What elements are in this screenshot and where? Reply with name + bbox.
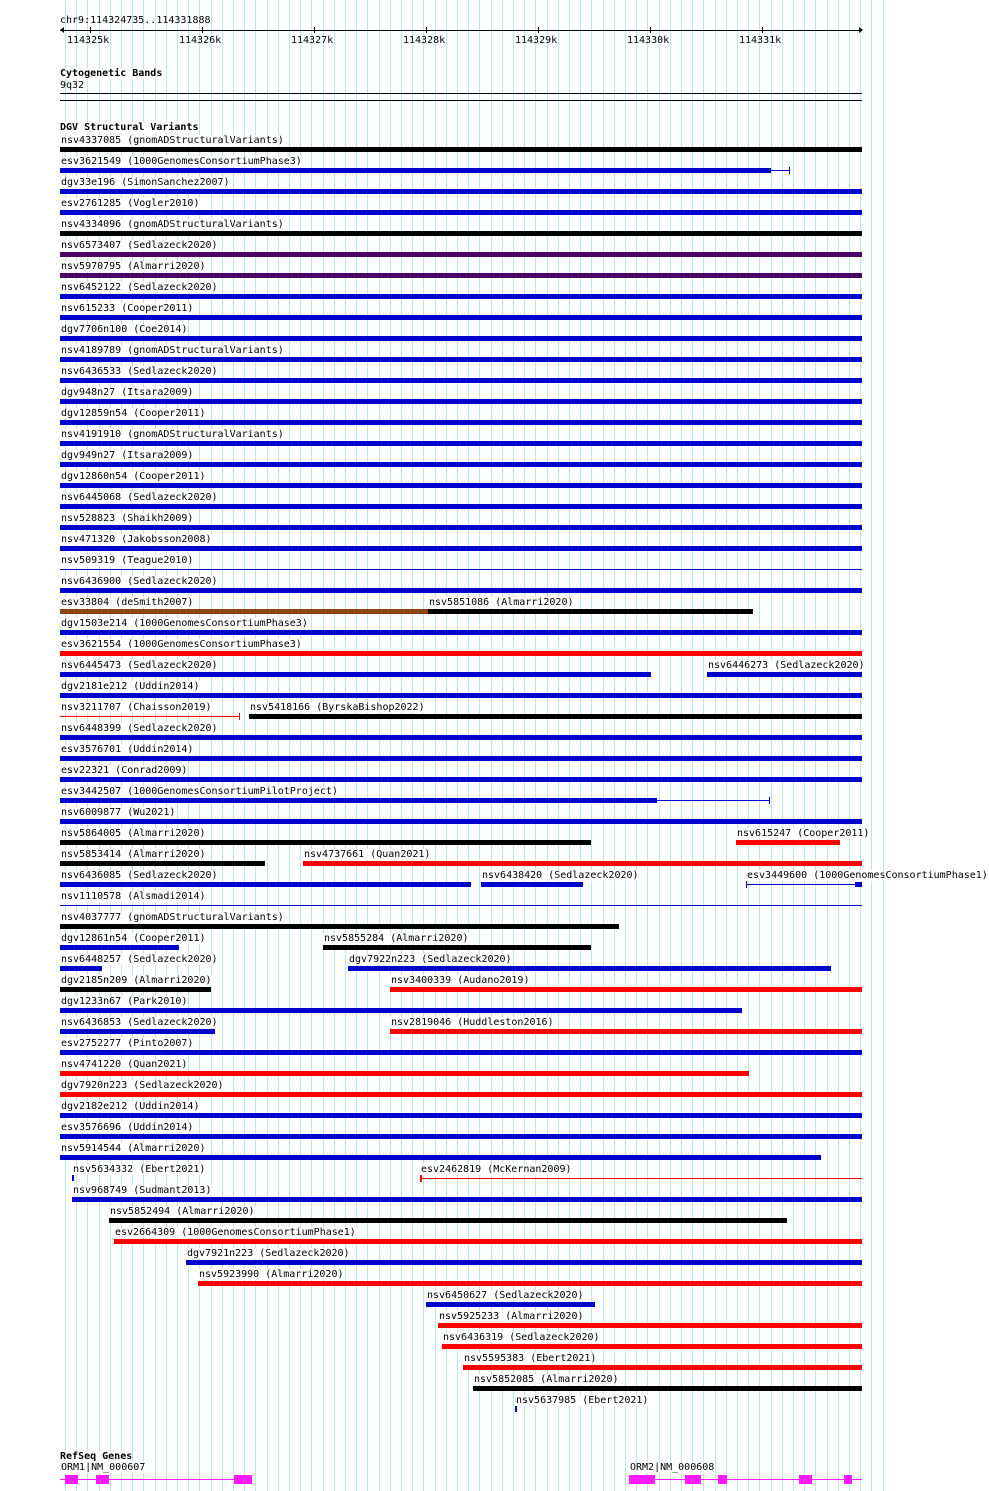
gene-exon[interactable] (844, 1475, 852, 1484)
variant-bar[interactable] (60, 546, 862, 551)
ruler-arrow-left (60, 27, 64, 33)
variant-label[interactable]: nsv6450627 (Sedlazeck2020) (427, 1290, 584, 1301)
variant-bar[interactable] (390, 987, 862, 992)
variant-bar[interactable] (60, 273, 862, 278)
variant-bar[interactable] (60, 945, 179, 950)
variant-bar[interactable] (463, 1365, 862, 1370)
variant-label[interactable]: dgv7922n223 (Sedlazeck2020) (349, 954, 512, 965)
grid-line (815, 0, 816, 1491)
variant-label[interactable]: nsv3400339 (Audano2019) (391, 975, 530, 986)
variant-label[interactable]: nsv6436319 (Sedlazeck2020) (443, 1332, 600, 1343)
variant-bar[interactable] (60, 315, 862, 320)
variant-label[interactable]: nsv4337085 (gnomADStructuralVariants) (61, 135, 284, 146)
variant-label[interactable]: nsv6436853 (Sedlazeck2020) (61, 1017, 218, 1028)
ruler-tick (90, 27, 91, 33)
variant-label[interactable]: dgv33e196 (SimonSanchez2007) (61, 177, 230, 188)
variant-label[interactable]: esv2664309 (1000GenomesConsortiumPhase1) (115, 1227, 356, 1238)
variant-label[interactable]: nsv615247 (Cooper2011) (737, 828, 870, 839)
variant-label[interactable]: esv3621549 (1000GenomesConsortiumPhase3) (61, 156, 302, 167)
grid-line (423, 0, 424, 1491)
gene-exon[interactable] (629, 1475, 655, 1484)
variant-label[interactable]: nsv968749 (Sudmant2013) (73, 1185, 212, 1196)
grid-line (726, 0, 727, 1491)
grid-line (748, 0, 749, 1491)
variant-bar[interactable] (60, 693, 862, 698)
variant-label[interactable]: dgv948n27 (Itsara2009) (61, 387, 194, 398)
grid-line (334, 0, 335, 1491)
grid-line (871, 0, 872, 1491)
variant-label[interactable]: nsv5853414 (Almarri2020) (61, 849, 206, 860)
variant-label[interactable]: nsv509319 (Teague2010) (61, 555, 194, 566)
variant-label[interactable]: nsv3211707 (Chaisson2019) (61, 702, 212, 713)
variant-label[interactable]: nsv5855284 (Almarri2020) (324, 933, 469, 944)
grid-line (289, 0, 290, 1491)
variant-bar[interactable] (60, 756, 862, 761)
variant-bar[interactable] (60, 231, 862, 236)
variant-label[interactable]: dgv2181e212 (Uddin2014) (61, 681, 200, 692)
variant-label[interactable]: dgv12861n54 (Cooper2011) (61, 933, 206, 944)
grid-line (311, 0, 312, 1491)
grid-line (715, 0, 716, 1491)
grid-line (580, 0, 581, 1491)
variant-bar[interactable] (198, 1281, 862, 1286)
variant-bar[interactable] (855, 882, 862, 887)
grid-line (547, 0, 548, 1491)
variant-bar[interactable] (72, 1197, 862, 1202)
grid-line (379, 0, 380, 1491)
variant-bar[interactable] (60, 609, 428, 614)
variant-bar[interactable] (60, 588, 862, 593)
refseq-track-title: RefSeq Genes (60, 1451, 133, 1462)
variant-label[interactable]: dgv12860n54 (Cooper2011) (61, 471, 206, 482)
variant-label[interactable]: esv22321 (Conrad2009) (61, 765, 188, 776)
grid-line (860, 0, 861, 1491)
variant-label[interactable]: nsv5634332 (Ebert2021) (73, 1164, 206, 1175)
variant-bar[interactable] (426, 1302, 595, 1307)
dgv-track-title: DGV Structural Variants (60, 122, 199, 133)
variant-bar[interactable] (323, 945, 591, 950)
ruler-tick-label: 114326k (179, 35, 222, 46)
variant-label[interactable]: nsv4191910 (gnomADStructuralVariants) (61, 429, 284, 440)
variant-bar[interactable] (60, 672, 651, 677)
grid-line (849, 0, 850, 1491)
gene-exon[interactable] (65, 1475, 78, 1484)
grid-line (636, 0, 637, 1491)
grid-line (827, 0, 828, 1491)
variant-bar[interactable] (60, 294, 862, 299)
variant-bar[interactable] (60, 189, 862, 194)
variant-label[interactable]: esv33804 (deSmith2007) (61, 597, 194, 608)
grid-line (345, 0, 346, 1491)
variant-label[interactable]: nsv4737661 (Quan2021) (304, 849, 431, 860)
grid-line (591, 0, 592, 1491)
grid-line (647, 0, 648, 1491)
variant-bar[interactable] (60, 168, 771, 173)
ruler-arrow-right (859, 27, 863, 33)
variant-thin-line[interactable] (60, 905, 862, 906)
cytobands-track-title: Cytogenetic Bands (60, 68, 163, 79)
variant-label[interactable]: nsv5418166 (ByrskaBishop2022) (250, 702, 425, 713)
variant-bar[interactable] (249, 714, 862, 719)
variant-label[interactable]: nsv6445473 (Sedlazeck2020) (61, 660, 218, 671)
gene-exon[interactable] (685, 1475, 701, 1484)
variant-bar[interactable] (60, 252, 862, 257)
variant-label[interactable]: esv2462819 (McKernan2009) (421, 1164, 572, 1175)
variant-bar[interactable] (60, 1155, 821, 1160)
variant-bar[interactable] (60, 819, 862, 824)
variant-bar[interactable] (60, 525, 862, 530)
variant-label[interactable]: nsv5864005 (Almarri2020) (61, 828, 206, 839)
grid-line (468, 0, 469, 1491)
cytoband-line (60, 93, 862, 94)
variant-label[interactable]: nsv6452122 (Sedlazeck2020) (61, 282, 218, 293)
variant-bar[interactable] (390, 1029, 862, 1034)
grid-line (356, 0, 357, 1491)
variant-bar[interactable] (473, 1386, 862, 1391)
variant-label[interactable]: nsv5925233 (Almarri2020) (439, 1311, 584, 1322)
variant-bar[interactable] (60, 924, 619, 929)
variant-bar[interactable] (60, 483, 862, 488)
track-divider (60, 100, 862, 101)
variant-label[interactable]: nsv6009877 (Wu2021) (61, 807, 176, 818)
variant-bar[interactable] (60, 1050, 862, 1055)
ruler-tick-label: 114327k (291, 35, 334, 46)
grid-line (300, 0, 301, 1491)
grid-line (759, 0, 760, 1491)
variant-bar[interactable] (438, 1323, 862, 1328)
variant-bar[interactable] (303, 861, 862, 866)
variant-bar[interactable] (60, 1113, 862, 1118)
variant-bar[interactable] (72, 1175, 74, 1181)
variant-bar[interactable] (60, 966, 102, 971)
variant-bar[interactable] (481, 882, 583, 887)
variant-bar[interactable] (60, 441, 862, 446)
gene-exon[interactable] (96, 1475, 109, 1484)
variant-cap (789, 167, 790, 174)
grid-line (569, 0, 570, 1491)
variant-bar[interactable] (515, 1406, 517, 1412)
variant-label[interactable]: dgv7706n100 (Coe2014) (61, 324, 188, 335)
variant-bar[interactable] (60, 399, 862, 404)
ruler-tick-label: 114329k (515, 35, 558, 46)
gene-exon[interactable] (718, 1475, 727, 1484)
ruler-tick (202, 27, 203, 33)
variant-label[interactable]: nsv2819046 (Huddleston2016) (391, 1017, 554, 1028)
variant-bar[interactable] (60, 1008, 742, 1013)
variant-label[interactable]: dgv1233n67 (Park2010) (61, 996, 188, 1007)
variant-label[interactable]: nsv6438420 (Sedlazeck2020) (482, 870, 639, 881)
variant-label[interactable]: esv3442507 (1000GenomesConsortiumPilotProject) (61, 786, 338, 797)
variant-bar[interactable] (348, 966, 831, 971)
variant-label[interactable]: nsv1110578 (Alsmadi2014) (61, 891, 206, 902)
variant-bar[interactable] (114, 1239, 862, 1244)
variant-label[interactable]: nsv5970795 (Almarri2020) (61, 261, 206, 272)
variant-cap (239, 713, 240, 720)
variant-label[interactable]: nsv4334096 (gnomADStructuralVariants) (61, 219, 284, 230)
grid-line (367, 0, 368, 1491)
grid-line (435, 0, 436, 1491)
variant-label[interactable]: nsv6436533 (Sedlazeck2020) (61, 366, 218, 377)
variant-bar[interactable] (707, 672, 862, 677)
grid-line (681, 0, 682, 1491)
grid-line (524, 0, 525, 1491)
variant-cap (420, 1175, 422, 1182)
ruler-tick (314, 27, 315, 33)
variant-label[interactable]: nsv4189789 (gnomADStructuralVariants) (61, 345, 284, 356)
grid-line (625, 0, 626, 1491)
variant-bar[interactable] (60, 1092, 862, 1097)
variant-bar[interactable] (60, 357, 862, 362)
variant-bar[interactable] (442, 1344, 862, 1349)
variant-label[interactable]: esv3621554 (1000GenomesConsortiumPhase3) (61, 639, 302, 650)
gene-exon[interactable] (234, 1475, 252, 1484)
variant-thin-line[interactable] (60, 716, 240, 717)
grid-line (479, 0, 480, 1491)
variant-label[interactable]: esv2752277 (Pinto2007) (61, 1038, 194, 1049)
ruler-tick (426, 27, 427, 33)
variant-label[interactable]: nsv6445068 (Sedlazeck2020) (61, 492, 218, 503)
variant-thin-line[interactable] (746, 884, 862, 885)
variant-label[interactable]: esv3449600 (1000GenomesConsortiumPhase1) (747, 870, 988, 881)
gene-exon[interactable] (799, 1475, 812, 1484)
variant-label[interactable]: nsv5595383 (Ebert2021) (464, 1353, 597, 1364)
variant-bar[interactable] (428, 609, 753, 614)
ruler-axis-line (60, 30, 862, 31)
gene-label[interactable]: ORM2|NM_000608 (630, 1462, 715, 1473)
variant-bar[interactable] (186, 1260, 862, 1265)
ruler-tick-label: 114328k (403, 35, 446, 46)
variant-thin-line[interactable] (60, 569, 862, 570)
variant-label[interactable]: nsv6448257 (Sedlazeck2020) (61, 954, 218, 965)
variant-bar[interactable] (60, 462, 862, 467)
variant-bar[interactable] (60, 882, 471, 887)
variant-label[interactable]: esv3576696 (Uddin2014) (61, 1122, 194, 1133)
variant-label[interactable]: dgv2185n209 (Almarri2020) (61, 975, 212, 986)
variant-bar[interactable] (60, 1071, 749, 1076)
variant-bar[interactable] (60, 420, 862, 425)
ruler-tick (650, 27, 651, 33)
variant-label[interactable]: nsv5637985 (Ebert2021) (516, 1395, 649, 1406)
variant-label[interactable]: nsv4741220 (Quan2021) (61, 1059, 188, 1070)
variant-label[interactable]: nsv6436085 (Sedlazeck2020) (61, 870, 218, 881)
grid-line (603, 0, 604, 1491)
variant-label[interactable]: esv2761285 (Vogler2010) (61, 198, 200, 209)
grid-line (390, 0, 391, 1491)
variant-cap (769, 797, 770, 804)
variant-bar[interactable] (60, 1029, 215, 1034)
grid-line (838, 0, 839, 1491)
variant-bar[interactable] (60, 735, 862, 740)
variant-bar[interactable] (60, 147, 862, 152)
grid-line (513, 0, 514, 1491)
variant-label[interactable]: nsv5852085 (Almarri2020) (474, 1374, 619, 1385)
variant-label[interactable]: nsv5923990 (Almarri2020) (199, 1269, 344, 1280)
variant-thin-line[interactable] (420, 1178, 862, 1179)
variant-bar[interactable] (60, 504, 862, 509)
variant-label[interactable]: nsv6446273 (Sedlazeck2020) (708, 660, 865, 671)
variant-label[interactable]: esv3576701 (Uddin2014) (61, 744, 194, 755)
grid-line (446, 0, 447, 1491)
variant-label[interactable]: dgv1503e214 (1000GenomesConsortiumPhase3) (61, 618, 308, 629)
variant-label[interactable]: nsv6573407 (Sedlazeck2020) (61, 240, 218, 251)
variant-label[interactable]: dgv949n27 (Itsara2009) (61, 450, 194, 461)
grid-line (401, 0, 402, 1491)
grid-line (558, 0, 559, 1491)
variant-bar[interactable] (736, 840, 840, 845)
variant-thin-line[interactable] (771, 170, 789, 171)
ruler-tick (538, 27, 539, 33)
variant-label[interactable]: nsv528823 (Shaikh2009) (61, 513, 194, 524)
variant-label[interactable]: dgv7920n223 (Sedlazeck2020) (61, 1080, 224, 1091)
variant-label[interactable]: nsv6436900 (Sedlazeck2020) (61, 576, 218, 587)
variant-bar[interactable] (60, 861, 265, 866)
cytoband-label: 9q32 (60, 80, 85, 91)
variant-label[interactable]: nsv5851086 (Almarri2020) (429, 597, 574, 608)
variant-thin-line[interactable] (657, 800, 769, 801)
variant-bar[interactable] (60, 1134, 862, 1139)
variant-label[interactable]: nsv615233 (Cooper2011) (61, 303, 194, 314)
grid-line (614, 0, 615, 1491)
grid-line (412, 0, 413, 1491)
variant-label[interactable]: dgv7921n223 (Sedlazeck2020) (187, 1248, 350, 1259)
grid-line (659, 0, 660, 1491)
variant-bar[interactable] (60, 987, 211, 992)
grid-line (457, 0, 458, 1491)
variant-label[interactable]: nsv5852494 (Almarri2020) (110, 1206, 255, 1217)
variant-bar[interactable] (60, 336, 862, 341)
variant-bar[interactable] (60, 210, 862, 215)
grid-line (502, 0, 503, 1491)
gene-intron[interactable] (629, 1479, 862, 1480)
grid-line (535, 0, 536, 1491)
grid-line (323, 0, 324, 1491)
variant-bar[interactable] (60, 777, 862, 782)
variant-label[interactable]: nsv6448399 (Sedlazeck2020) (61, 723, 218, 734)
variant-bar[interactable] (60, 651, 862, 656)
grid-line (737, 0, 738, 1491)
variant-cap (746, 881, 747, 888)
grid-line (793, 0, 794, 1491)
grid-line (692, 0, 693, 1491)
grid-line (491, 0, 492, 1491)
variant-bar[interactable] (60, 630, 862, 635)
variant-bar[interactable] (60, 840, 591, 845)
variant-bar[interactable] (60, 378, 862, 383)
variant-label[interactable]: dgv2182e212 (Uddin2014) (61, 1101, 200, 1112)
grid-line (804, 0, 805, 1491)
grid-line (670, 0, 671, 1491)
variant-bar[interactable] (60, 798, 657, 803)
ruler-tick (762, 27, 763, 33)
ruler-tick-label: 114330k (627, 35, 670, 46)
variant-label[interactable]: nsv4037777 (gnomADStructuralVariants) (61, 912, 284, 923)
grid-line (883, 0, 884, 1491)
grid-line (703, 0, 704, 1491)
grid-line (771, 0, 772, 1491)
gene-intron[interactable] (60, 1479, 252, 1480)
grid-line (782, 0, 783, 1491)
variant-bar[interactable] (109, 1218, 787, 1223)
ruler-tick-label: 114325k (67, 35, 110, 46)
variant-label[interactable]: nsv471320 (Jakobsson2008) (61, 534, 212, 545)
gene-label[interactable]: ORM1|NM_000607 (61, 1462, 146, 1473)
ruler-tick-label: 114331k (739, 35, 782, 46)
location-label: chr9:114324735..114331888 (60, 15, 211, 26)
variant-label[interactable]: dgv12859n54 (Cooper2011) (61, 408, 206, 419)
variant-label[interactable]: nsv5914544 (Almarri2020) (61, 1143, 206, 1154)
